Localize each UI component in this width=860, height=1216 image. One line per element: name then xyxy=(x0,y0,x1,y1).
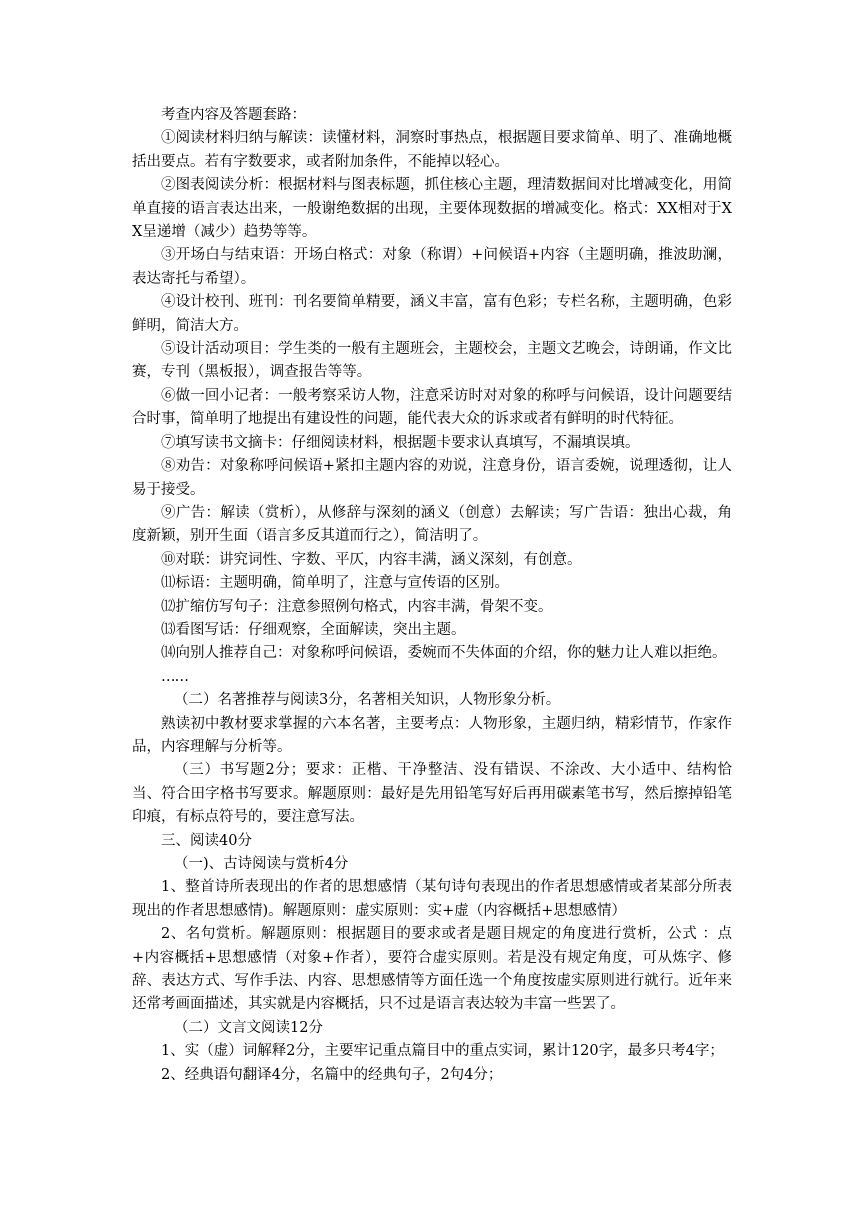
paragraph-item-1: ①阅读材料归纳与解读：读懂材料，洞察时事热点，根据题目要求简单、明了、准确地概括出要点。若有字数要求，或者附加条件，不能掉以轻心。 xyxy=(132,130,732,170)
paragraph-classical-1: 1、实（虚）词解释2分，主要牢记重点篇目中的重点实词，累计120字，最多只考4字； xyxy=(161,1043,724,1060)
paragraph-poetry-1: 1、整首诗所表现出的作者的思想感情（某句诗句表现出的作者思想感情或者某部分所表现出的作者思想感情)。解题原则：虚实原则：实+虚（内容概括+思想感情） xyxy=(132,879,732,919)
paragraph-item-9: ⑨广告：解读（赏析），从修辞与深刻的涵义（创意）去解读；写广告语：独出心裁，角度新颖，别开生面（语言多反其道而行之），简洁明了。 xyxy=(132,504,732,545)
paragraph-item-3: ③开场白与结束语：开场白格式：对象（称谓）+问候语+内容（主题明确，推波助澜，表达寄托与希望）。 xyxy=(132,247,732,287)
subsection-heading-poetry: （一)、古诗阅读与赏析4分 xyxy=(174,856,349,872)
paragraph-item-4: ④设计校刊、班刊：刊名要简单精要，涵义丰富，富有色彩；专栏名称，主题明确，色彩鲜明，简洁大方。 xyxy=(132,294,732,334)
paragraph-item-14: ⒁向别人推荐自己：对象称呼问候语，委婉而不失体面的介绍，你的魅力让人难以拒绝。 xyxy=(161,645,727,662)
document-page xyxy=(132,104,732,1087)
paragraph-item-6: ⑥做一回小记者：一般考察采访人物，注意采访时对对象的称呼与问候语，设计问题要结合时事，简单明了地提出有建设性的问题，能代表大众的诉求或者有鲜明的时代特征。 xyxy=(132,387,732,428)
paragraph-item-2: ②图表阅读分析：根据材料与图表标题，抓住核心主题，理清数据间对比增减变化，用简单直接的语言表达出来，一般谢绝数据的出现，主要体现数据的增减变化。格式：XX相对于XX呈递增（减少）趋势等等。 xyxy=(132,177,732,241)
section-heading-reading: 三、阅读40分 xyxy=(161,832,252,849)
subsection-heading-classics: （二）名著推荐与阅读3分，名著相关知识，人物形象分析。 xyxy=(174,692,561,709)
paragraph-item-7: ⑦填写读书文摘卡：仔细阅读材料，根据题卡要求认真填写，不漏填误填。 xyxy=(161,434,640,451)
subsection-heading-classical-chinese: （二）文言文阅读12分 xyxy=(174,1019,323,1036)
paragraph-item-12: ⑿扩缩仿写句子：注意参照例句格式，内容丰满，骨架不变。 xyxy=(161,598,553,615)
paragraph-poetry-2: 2、名句赏析。解题原则：根据题目的要求或者是题目规定的角度进行赏析，公式 ：点+内容概括+思想感情（对象+作者），要符合虚实原则。若是没有规定角度，可从炼字、修辞、表达方式、写作手法、内容、思想感情等方面任选一个角度按虚实原则进行就行。近年来还常考画面描述，其实就是内容概括，只不过是语言表达较为丰富一些罢了。 xyxy=(132,926,732,1013)
paragraph-classical-2: 2、经典语句翻译4分，名篇中的经典句子，2句4分； xyxy=(161,1066,503,1083)
section-heading: 考查内容及答题套路： xyxy=(161,107,306,123)
paragraph-classics-detail: 熟读初中教材要求掌握的六本名著，主要考点：人物形象，主题归纳，精彩情节，作家作品，内容理解与分析等。 xyxy=(132,715,732,755)
paragraph-item-10: ⑩对联：讲究词性、字数、平仄，内容丰满，涵义深刻，有创意。 xyxy=(161,551,582,568)
paragraph-item-8: ⑧劝告：对象称呼问候语+紧扣主题内容的劝说，注意身份，语言委婉，说理透彻，让人易于接受。 xyxy=(132,458,732,498)
paragraph-item-5: ⑤设计活动项目：学生类的一般有主题班会，主题校会，主题文艺晚会，诗朗诵，作文比赛，专刊（黑板报），调查报告等等。 xyxy=(132,341,732,381)
paragraph-item-13: ⒀看图写话：仔细观察，全面解读，突出主题。 xyxy=(161,621,466,638)
subsection-heading-writing: （三）书写题2分；要求：正楷、干净整洁、没有错误、不涂改、大小适中、结构恰当、符合田字格书写要求。解题原则：最好是先用铅笔写好后再用碳素笔书写，然后擦掉铅笔印痕，有标点符号的，要注意写法。 xyxy=(132,762,732,826)
paragraph-item-11: ⑾标语：主题明确，简单明了，注意与宣传语的区别。 xyxy=(161,575,509,592)
ellipsis-line: …… xyxy=(161,668,188,685)
